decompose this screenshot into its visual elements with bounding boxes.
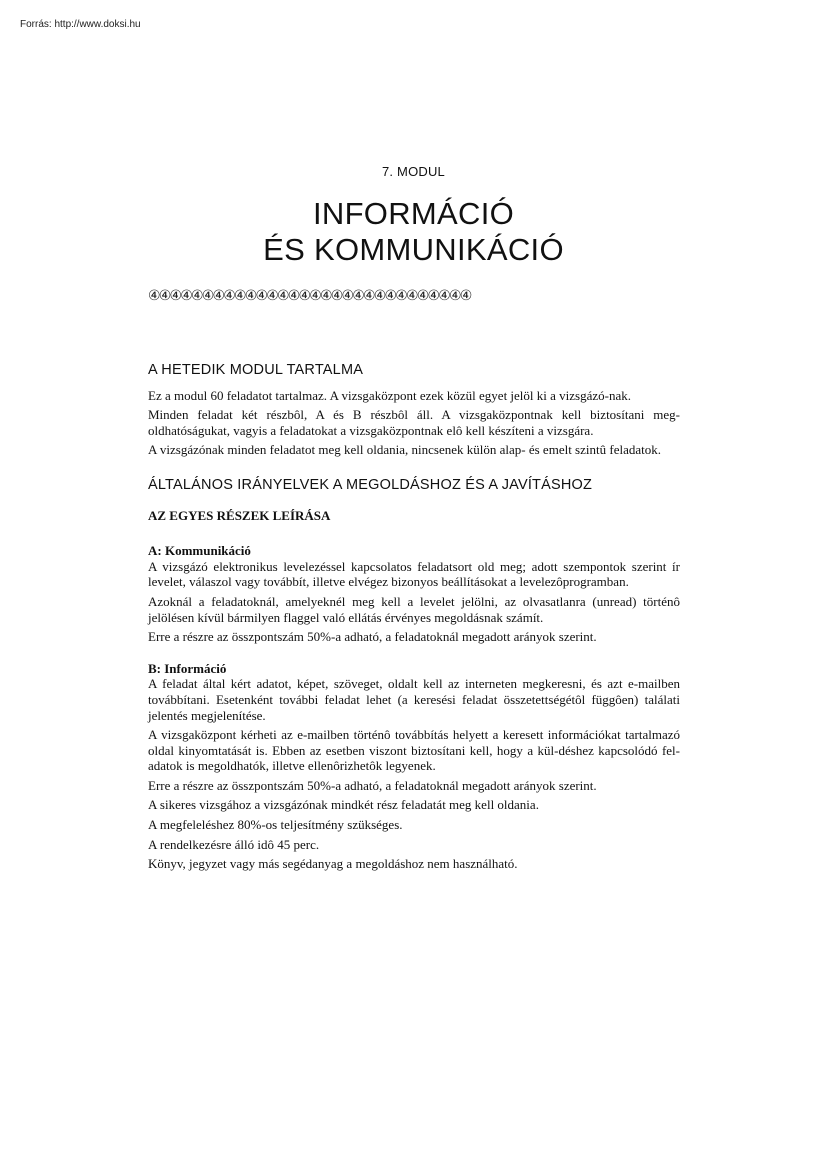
paragraph: Ez a modul 60 feladatot tartalmaz. A vizsgaközpont ezek közül egyet jelöl ki a vizsgázó-nak. (148, 387, 631, 403)
paragraph: A vizsgaközpont kérheti az e-mailben történô továbbítás helyett a keresett információkat tartalmazó oldal kinyomtatását is. Ebben az esetben viszont biztosítani kell, hogy a kül-déshez kapcsolódó fel- adatok is megoldhatók, illetve ellenôrizhetôk legyenek. (148, 727, 680, 774)
ornament-divider: ④④④④④④④④④④④④④④④④④④④④④④④④④④④④④④ (148, 288, 471, 304)
source-url: Forrás: http://www.doksi.hu (20, 19, 141, 30)
paragraph: A megfeleléshez 80%-os teljesítmény szükséges. (148, 817, 403, 833)
title-line-2: ÉS KOMMUNIKÁCIÓ (263, 232, 564, 267)
title-line-1: INFORMÁCIÓ (312, 196, 515, 231)
page-title (0, 196, 827, 268)
paragraph: Könyv, jegyzet vagy más segédanyag a megoldáshoz nem használható. (148, 856, 518, 872)
paragraph: A vizsgázónak minden feladatot meg kell oldania, nincsenek külön alap- és emelt szintû feladatok. (148, 442, 661, 458)
section-heading-contents: A HETEDIK MODUL TARTALMA (148, 362, 364, 378)
document-body (148, 363, 680, 876)
module-number: 7. MODUL (381, 164, 445, 179)
part-a-title: A: Kommunikáció (148, 543, 251, 559)
paragraph: A vizsgázó elektronikus levelezéssel kapcsolatos feladatsort old meg; adott szempontok szerint ír levelet, válaszol vagy továbbít, illetve elvégez bizonyos beállításokat a levelezôprogramban. (148, 558, 680, 590)
subheading-parts: AZ EGYES RÉSZEK LEÍRÁSA (148, 507, 331, 523)
paragraph: A feladat által kért adatot, képet, szöveget, oldalt kell az interneten megkeresni, és azt e-mailben továbbítani. Esetenként további feladat lehet (a keresési feladat összetettségétôl függôen) találati jelentés megjelenítése. (148, 676, 680, 723)
paragraph: A rendelkezésre álló idô 45 perc. (148, 836, 320, 852)
paragraph: Erre a részre az összpontszám 50%-a adható, a feladatoknál megadott arányok szerint. (148, 629, 597, 645)
paragraph: Azoknál a feladatoknál, amelyeknél meg kell a levelet jelölni, az olvasatlanra (unread) történô jelölésen kívül bármilyen flaggel való ellátás érvényes megoldásnak számít. (148, 593, 680, 625)
paragraph: Minden feladat két részbôl, A és B részbôl áll. A vizsgaközpontnak kell biztosítani meg-oldhatóságukat, vagyis a feladatokat a vizsgaközpontnak elô kell készíteni a vizsgára. (148, 407, 680, 438)
paragraph: A sikeres vizsgához a vizsgázónak mindkét rész feladatát meg kell oldania. (148, 797, 539, 813)
part-b-title: B: Információ (148, 660, 227, 676)
section-heading-guidelines: ÁLTALÁNOS IRÁNYELVEK A MEGOLDÁSHOZ ÉS A JAVÍTÁSHOZ (148, 476, 593, 493)
paragraph: Erre a részre az összpontszám 50%-a adható, a feladatoknál megadott arányok szerint. (148, 777, 597, 793)
